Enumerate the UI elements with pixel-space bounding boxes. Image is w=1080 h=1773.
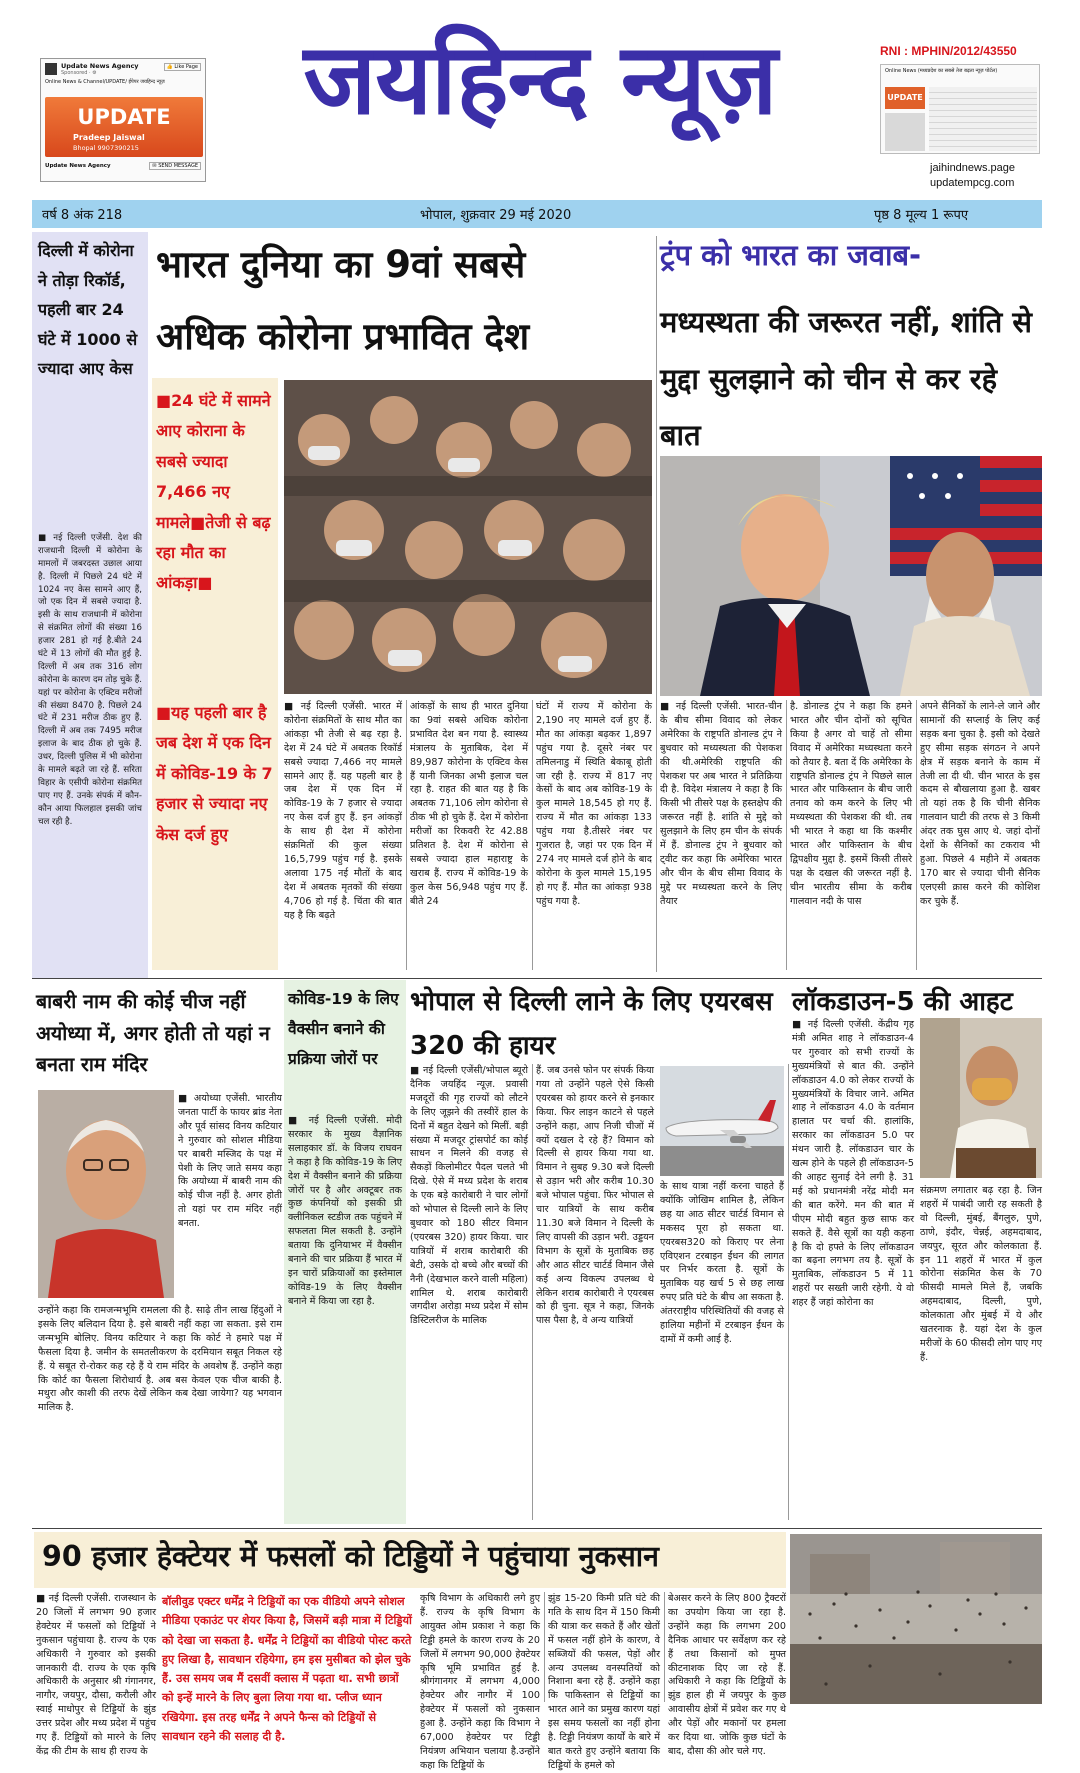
rule (544, 1592, 545, 1702)
headline-locust: 90 हजार हेक्टेयर में फसलों को टिड्डियों ने पहुंचाया नुकसान (42, 1540, 659, 1573)
right-ad-thumbnail-2 (885, 113, 925, 151)
india-body-col1: ■ नई दिल्ली एजेंसी. भारत में कोरोना संक्रमितों के साथ मौत का आंकड़ा भी तेजी से बढ़ रहा है. देश में 24 घंटे में अबतक रिकॉर्ड सबसे ज्यादा 7,466 नए मामले सामने आए हैं. यह पहली बार है जब देश में एक दिन में कोविड-19 के 7 हजार से ज्यादा नए केस दर्ज हुए हैं. इन आंकड़ों के साथ ही देश में कोरोना संक्रमितों की कुल संख्या 16,5,799 पहुंच गई है. इसके अलावा 175 नई मौतों के बाद देश में अबतक मृतकों की संख्या 4,706 हो गई है. चिंता की बात यह है कि बढ़ते (284, 701, 402, 921)
rule (656, 236, 657, 972)
airbus-photo-graphic (660, 1066, 784, 1176)
photo-vinay-katiyar (38, 1090, 174, 1298)
trump-body-col2: है. डोनाल्ड ट्रंप ने कहा कि हमने भारत और चीन दोनों को सूचित किया है अगर वो चाहें तो सीमा विवाद में अमेरिका मध्यस्थता करने को तैयार है. बता दें कि अमेरिका के राष्ट्रपति डोनाल्ड ट्रंप ने पिछले साल भारत और पाकिस्तान के बीच जारी तनाव को कम करने के लिए भी मध्यस्थता की पेशकश की थी. तब भी भारत ने कहा था कि कश्मीर भारत और पाकिस्तान के बीच द्विपक्षीय मुद्दा है. इसमें किसी तीसरे पक्ष के दखल की जरूरत नहीं है. चीन भारतीय सीमा के करीब गालवान नदी के पास (790, 701, 912, 907)
right-ad-logo: UPDATE (885, 87, 925, 109)
headline-india-line1: भारत दुनिया का 9वां सबसे (156, 243, 526, 286)
ad-agency-logo (45, 63, 57, 75)
ad-agency-name: Update News Agency (61, 62, 139, 70)
dharmendra-text: बॉलीवुड एक्टर धर्मेंद्र ने टिड्डियों का एक वीडियो अपने सोशल मीडिया एकाउंट पर शेयर किया है, जिसमें बड़ी मात्रा में टिड्डियों को देखा जा सकता है. धर्मेंद्र ने टिड्डियों का वीडियो पोस्ट करते हुए लिखा है, सावधान रहियेगा, हम इस मुसीबत को झेल चुके हैं. उस समय जब मैं दसवीं क्लास में पढ़ता था. सभी छात्रों को इन्हें मारने के लिए बुला लिया गया था. प्लीज ध्यान रखियेगा. इस तरह धर्मेंद्र ने अपने फैन्स को टिड्डियों से सावधान रहने की सलाह दी है. (162, 1595, 412, 1743)
dateline-date: भोपाल, शुक्रवार 29 मई 2020 (420, 208, 572, 223)
airbus-body-col1: ■ नई दिल्ली एजेंसी/भोपाल ब्यूरो दैनिक जयहिंद न्यूज़. प्रवासी मजदूरों की गृह राज्यों को लौटने के लिए जूझने की तस्वीरें हाल के दिनों में बहुत देखने को मिलीं. बड़ी संख्या में मजदूर ट्रांसपोर्ट का कोई साधन न मिलने की वजह से सैकड़ों किलोमीटर पैदल चलते भी दिखे. ऐसे में मध्य प्रदेश के शराब के एक बड़े कारोबारी ने चार लोगों को भोपाल से दिल्ली लाने के लिए बुधवार को 180 सीटर विमान (एयरबस 320) हायर किया. चार यात्रियों में शराब कारोबारी की बेटी, उसके दो बच्चे और बच्चों की नैनी (देखभाल करने वाली महिला) शामिल थे. शराब कारोबारी जगदीश अरोड़ा मध्य प्रदेश में सोम डिस्टिलरीज के मालिक (410, 1065, 528, 1327)
locust-photo-graphic (790, 1534, 1042, 1704)
photo-amit-shah (920, 1018, 1042, 1178)
rule (406, 700, 407, 970)
rule (532, 700, 533, 970)
crowd-photo-graphic (284, 380, 652, 694)
photo-locust-swarm (790, 1534, 1042, 1704)
masthead-title: जयहिन्द न्यूज़ (303, 23, 777, 137)
photo-trump-modi (660, 456, 1042, 696)
ad-contact-name: Pradeep Jaiswal (73, 133, 145, 142)
locust-body-col2: कृषि विभाग के अधिकारी लगे हुए हैं. राज्य के कृषि विभाग के आयुक्त ओम प्रकाश ने कहा कि टिड्डी हमले के कारण राज्य के 20 जिलों में लगभग 90,000 हेक्टेयर कृषि भूमि प्रभावित हुई है. श्रीगंगानगर में लगभग 4,000 हेक्टेयर और नागौर में 100 हेक्टेयर में फसलों को नुकसान हुआ है. उन्होंने कहा कि विभाग ने 67,000 हेक्टेयर पर टिड्डी नियंत्रण अभियान चलाया है.उन्होंने कहा कि टिड्डियों के (420, 1593, 540, 1771)
trump-body-col3: अपने सैनिकों के लाने-ले जाने और सामानों की सप्लाई के लिए कई सड़क बना चुका है. इसी को देखते हुए सीमा सड़क संगठन ने अपने क्षेत्र में सड़क बनाने के काम में तेजी ला दी थी. चीन भारत के इस कदम से बौखलाया हुआ है. खबर तो यहां तक है कि चीनी सैनिक गालवान घाटी की तरफ से 3 किमी अंदर तक घुस आए थे. जहां दोनों देशों के सैनिकों का टकराव भी हुआ. पिछले 4 महीने में अबतक 170 बार से ज्यादा चीनी सैनिक एलएसी क्रास करने की कोशिश कर चुके हैं. (920, 701, 1040, 907)
airbus-body-col3: के साथ यात्रा नहीं करना चाहते हैं क्योंकि जोखिम शामिल है, लेकिन छह या आठ सीटर चार्टर्ड विमान से मकसद पूरा हो सकता था. एयरबस320 को किराए पर लेना एविएशन टरबाइन ईंधन की लागत पर निर्भर करता है. सूत्रों के मुताबिक यह खर्च 5 से छह लाख रुपए प्रति घंटे के बीच आ सकता है. अंतरराष्ट्रीय परिस्थितियों की वजह से हालिया महीनों में टरबाइन ईंधन के दामों में कमी आई है. (660, 1181, 784, 1345)
story-delhi (32, 232, 148, 978)
headline-delhi: दिल्ली में कोरोना ने तोड़ा रिकॉर्ड, पहली बार 24 घंटे में 1000 से ज्यादा आए केस (38, 241, 138, 379)
locust-body-col4: बेअसर करने के लिए 800 ट्रैक्टरों का उपयोग किया जा रहा है. उन्होंने कहा कि लगभग 200 दैनिक आधार पर सर्वेक्षण कर रहे हैं तथा किसानों को मुफ्त कीटनाशक दिए जा रहे हैं. अधिकारी ने कहा कि टिड्डियों के झुंड हाल ही में जयपुर के कुछ आवासीय क्षेत्रों में प्रवेश कर गए थे और पेड़ों और मकानों पर हमला कर दिया था. जोकि कुछ घंटों के बाद, दौसा की ओर चले गए. (668, 1593, 786, 1757)
india-highlight-2: ■यह पहली बार है जब देश में एक दिन में कोविड-19 के 7 हजार से ज्यादा नए केस दर्ज हुए (156, 703, 273, 844)
left-ad-panel[interactable] (40, 58, 206, 182)
ad-sponsored: Sponsored · ⚙ (61, 70, 97, 76)
locust-body-col3: झुंड 15-20 किमी प्रति घंटे की गति के साथ दिन में 150 किमी की यात्रा कर सकते हैं और खेतों में फसल नहीं होने के कारण, वे सब्जियों की फसल, पेड़ों और अन्य उपलब्ध वनस्पतियों को निशाना बना रहे हैं. उन्होंने कहा कि पाकिस्तान से टिड्डियों का भारत आने का प्रमुख कारण यहां इस समय फसलों का नहीं होना है. टिड्डी नियंत्रण कार्यों के बारे में बात करते हुए उन्होंने बताया कि टिड्डियों के हमले को (548, 1593, 660, 1771)
ad-footer-name: Update News Agency (45, 163, 111, 169)
headline-lockdown: लॉकडाउन-5 की आहट (792, 987, 1013, 1017)
website-1[interactable]: jaihindnews.page (930, 162, 1016, 174)
dateline-page: पृष्ठ 8 मूल्य 1 रूपए (874, 208, 969, 223)
dateline-bar (32, 200, 1042, 228)
headline-trump-black: मध्यस्थता की जरूरत नहीं, शांति से मुद्दा सुलझाने को चीन से कर रहे बात (660, 305, 1032, 453)
headline-vaccine: कोविड-19 के लिए वैक्सीन बनाने की प्रक्रिया जोरों पर (288, 990, 399, 1069)
headline-india-line2: अधिक कोरोना प्रभावित देश (156, 315, 530, 358)
rule (916, 700, 917, 970)
section-divider (32, 978, 1042, 979)
website-2[interactable]: updatempcg.com (930, 177, 1015, 189)
lockdown-body-col1: ■ नई दिल्ली एजेंसी. केंद्रीय गृह मंत्री अमित शाह ने लॉकडाउन-4 पर गुरुवार को सभी राज्यों के मुख्यमंत्रियों से बात की. उन्होंने लॉकडाउन 4.0 को लेकर राज्यों के मुख्यमंत्रियों के विचार जाने. अमित शाह ने लॉकडाउन 4.0 के वर्तमान हालात पर चर्चा की. हालांकि, सरकार का लॉकडाउन 5.0 पर मंथन जारी है. लॉकडाउन चार के खत्म होने के पहले ही लॉकडाउन-5 की आहट सुनाई देने लगी है. 31 मई को प्रधानमंत्री नरेंद्र मोदी मन की बात करेंगे. मन की बात में पीएम मोदी बहुत कुछ साफ कर सकते हैं. वैसे सूत्रों का यही कहना है कि दो हफ्ते के लिए लॉकडाउन का बढ़ना लगभग तय है. सूत्रों के मुताबिक, लॉकडाउन 5 में 11 शहरों पर सख्ती जारी रहेगी. ये वो शहर हैं जहां कोरोना का (792, 1019, 914, 1309)
india-highlights-panel (152, 378, 278, 970)
india-body-col3: घंटों में राज्य में कोरोना के 2,190 नए मामले दर्ज हुए हैं. मौत का आंकड़ा बढ़कर 1,897 पहुंच गया है. दूसरे नंबर पर तमिलनाडु में स्थिति बेकाबू होती जा रही है. राज्य में 817 नए केसों के बाद अब कोविड-19 के कुल मामले 18,545 हो गए हैं. राज्य में मौत का आंकड़ा 133 पहुंच गया है.तीसरे नंबर पर गुजरात है, जहां पर एक दिन में 274 नए मामले दर्ज होने के बाद कोरोना के कुल मामले 15,195 हो गए हैं. मौत का आंकड़ा 938 पहुंच गया है. (536, 701, 652, 907)
ad-like-button[interactable]: 👍 Like Page (164, 63, 201, 71)
right-ad-panel[interactable] (880, 64, 1040, 154)
airbus-body-col2: हैं. जब उनसे फोन पर संपर्क किया गया तो उन्होंने पहले ऐसे किसी एयरबस को हायर करने से इनकार किया. फिर लाइन काटने से पहले उन्होंने कहा, आप निजी चीजों में क्यों दखल दे रहे हैं? विमान को दिल्ली से हायर किया गया था. विमान ने सुबह 9.30 बजे दिल्ली से उड़ान भरी और करीब 10.30 बजे भोपाल पहुंचा. फिर भोपाल से चार यात्रियों के साथ करीब 11.30 बजे विमान ने दिल्ली के लिए वापसी की उड़ान भरी. उड्डयन विभाग के सूत्रों के मुताबिक छह और आठ सीटर चार्टर्ड विमान जैसे कई अन्य विकल्प उपलब्ध थे लेकिन शराब कारोबारी ने एयरबस को ही चुना. सूत्र ने कहा, जिनके पास पैसा है, वे अन्य यात्रियों (536, 1065, 654, 1327)
india-highlight-1: ■24 घंटे में सामने आए कोराना के सबसे ज्यादा 7,466 नए मामले■तेजी से बढ़ रहा मौत का आंकड़ा■ (156, 391, 271, 593)
rule (788, 1064, 789, 1520)
section-divider (32, 1528, 1042, 1529)
trump-modi-photo-graphic (660, 456, 1042, 696)
ad-phone: Bhopal 9907390215 (73, 144, 139, 152)
ad-logo-text: UPDATE (77, 105, 171, 129)
amit-shah-photo-graphic (920, 1018, 1042, 1178)
headline-airbus: भोपाल से दिल्ली लाने के लिए एयरबस 320 की हायर (410, 987, 773, 1062)
locust-headline-band (34, 1532, 786, 1588)
rule (786, 700, 787, 970)
lockdown-body-col2: संक्रमण लगातार बढ़ रहा है. जिन शहरों में पाबंदी जारी रह सकती है वो दिल्ली, मुंबई, बैंगलुरु, पुणे, ठाणे, इंदौर, चेन्नई, अहमदाबाद, जयपुर, सूरत और कोलकाता हैं. इन 11 शहरों में भारत में कुल कोरोना संक्रमित केस के 70 फीसदी मामले मिले हैं, जबकि अहमदाबाद, दिल्ली, पुणे, कोलकाता और मुंबई में ये और खतरनाक है. यहां देश के कुल मरीजों के 60 फीसदी लोग पाए गए हैं. (920, 1185, 1042, 1363)
body-delhi: ■ नई दिल्ली एजेंसी. देश की राजधानी दिल्ली में कोरोना के मामलों में जबरदस्त उछाल आया है. दिल्ली में पिछले 24 घंटे में 1024 नए केस सामने आए हैं, जो एक दिन में सबसे ज्यादा है. इसी के साथ राजधानी में कोरोना से संक्रमित लोगों की संख्या 16 हजार 281 हो गई है.बीते 24 घंटे में 13 लोगों की मौत हुई है. दिल्ली में अब तक 316 लोग कोरोना के कारण दम तोड़ चुके हैं. यहां पर कोरोना के एक्टिव मरीजों की संख्या 8470 है. पिछले 24 घंटे में 231 मरीज ठीक हुए हैं. दिल्ली में अब तक 7495 मरीज इलाज के बाद ठीक हो चुके हैं. उधर, दिल्ली पुलिस में भी कोरोना के मामले बढ़ते जा रहे हैं. सरिता विहार के एसीपी कोरोना संक्रमित पाए गए हैं. उनके संपर्क में कौन-कौन आया फिलहाल इसकी जांच चल रही है. (38, 533, 142, 827)
katiyar-photo-graphic (38, 1090, 174, 1298)
ad-update-logo (45, 97, 203, 157)
babri-body-right: ■ अयोध्या एजेंसी. भारतीय जनता पार्टी के फायर ब्रांड नेता और पूर्व सांसद विनय कटियार ने गुरुवार को सोशल मीडिया पर बाबरी मस्जिद के पक्ष में पेशी के लिए जाते समय कहा कि अयोध्या में बाबरी नाम की कोई चीज नहीं है. अगर होती तो यहां पर राम मंदिर नहीं बनता. (178, 1093, 283, 1230)
dateline-issue: वर्ष 8 अंक 218 (42, 208, 123, 223)
locust-body-col1: ■ नई दिल्ली एजेंसी. राजस्थान के 20 जिलों में लगभग 90 हजार हेक्टेयर में फसलों को टिड्डियों ने नुकसान पहुंचाया है. राज्य के एक अधिकारी ने गुरुवार को इसकी जानकारी दी. राज्य के एक कृषि अधिकारी के अनुसार श्री गंगानगर, नागौर, जयपुर, दौसा, करौली और स्वाई माधोपुर से टिड्डियों के झुंड उत्तर प्रदेश और मध्य प्रदेश में पहुंच गए हैं. टिड्डियों को मारने के लिए केंद्र की टीम के साथ ही राज्य के (36, 1593, 156, 1757)
headline-trump-red: ट्रंप को भारत का जवाब- (660, 238, 922, 272)
babri-body-full: उन्होंने कहा कि रामजन्मभूमि रामलला की है. साढ़े तीन लाख हिंदुओं ने इसके लिए बलिदान दिया है. इसे बाबरी नहीं कहा जा सकता. इसे राम जन्मभूमि बोलिए. विनय कटियार ने कहा कि कोर्ट ने हमारे पक्ष में फैसला दिया है. जमीन के समतलीकरण के दरमियान सबूत निकल रहे हैं. ये सबूत रो-रोकर कह रहे हैं ये राम मंदिर के अवशेष हैं. उन्होंने कहा कि कोर्ट का फैसला शिरोधार्य है. अब बस केवल एक चीज बाकी है. मथुरा और काशी की तरफ देखें लेकिन कब देखा जायेगा? यह भगवान मालिक है. (38, 1305, 282, 1414)
ad-tagline: Online News & Channel/UPDATE/ ईपेपर जयहिन्द न्यूज़ (45, 79, 165, 85)
story-vaccine (284, 980, 406, 1524)
rule (664, 1592, 665, 1702)
trump-body-col1: ■ नई दिल्ली एजेंसी. भारत-चीन के बीच सीमा विवाद को लेकर अमेरिका के राष्ट्रपति डोनाल्ड ट्रंप ने बुधवार को मध्यस्थता की पेशकश की थी.अमेरिकी राष्ट्रपति की पेशकश पर अब भारत ने प्रतिक्रिया दी है. विदेश मंत्रालय ने कहा है कि किसी भी तीसरे पक्ष के हस्तक्षेप की जरूरत नहीं है. शांति से मुद्दे को सुलझाने के लिए हम चीन के संपर्क में हैं. डोनाल्ड ट्रंप ने बुधवार को ट्वीट कर कहा कि अमेरिका भारत और चीन के बीच सीमा विवाद के मुद्दे पर मध्यस्थता करने के लिए तैयार (660, 701, 782, 907)
photo-crowd-migrants (284, 380, 652, 694)
ad-send-message-button[interactable]: ✉ SEND MESSAGE (149, 162, 201, 170)
rule (532, 1064, 533, 1520)
body-vaccine: ■ नई दिल्ली एजेंसी. मोदी सरकार के मुख्य वैज्ञानिक सलाहकार डॉ. के विजय राघवन ने कहा है कि कोविड-19 के लिए देश में वैक्सीन बनाने की प्रक्रिया जोरों पर है और अक्टूबर तक कुछ कंपनियों को इसकी प्री क्लीनिकल स्टडीज तक पहुंचने में सफलता मिल सकती है. उन्होंने बताया कि दुनियाभर में वैक्सीन बनाने की चार प्रक्रिया हैं भारत में इन चारों प्रक्रियाओं का इस्तेमाल कोविड-19 के लिए वैक्सीन बनाने में किया जा रहा है. (288, 1115, 402, 1307)
right-ad-tagline: Online News (मध्यप्रदेश का सबसे तेज बढ़ता न्यूज़ पोर्टल) (885, 68, 998, 74)
india-body-col2: आंकड़ों के साथ ही भारत दुनिया का 9वां सबसे अधिक कोरोना प्रभावित देश बन गया है. स्वास्थ्य मंत्रालय के मुताबिक, देश में 89,987 कोरोना के एक्टिव केस हैं यानी जिनका अभी इलाज चल रहा है. राहत की बात यह है कि अबतक 71,106 लोग कोरोना से ठीक भी हो चुके हैं. देश में कोरोना मरीजों का रिकवरी रेट 42.88 प्रतिशत है. देश में कोरोना से सबसे ज्यादा हाल महाराष्ट्र के खराब हैं. राज्य में कोविड-19 के कुल केस 56,948 पहुंच गए हैं. बीते 24 (410, 701, 528, 907)
photo-airbus (660, 1066, 784, 1176)
rni-number: RNI : MPHIN/2012/43550 (880, 44, 1017, 58)
right-ad-thumbnail (929, 87, 1037, 151)
headline-babri: बाबरी नाम की कोई चीज नहीं अयोध्या में, अगर होती तो यहां न बनता राम मंदिर (36, 990, 270, 1077)
dharmendra-red-box (160, 1592, 414, 1743)
